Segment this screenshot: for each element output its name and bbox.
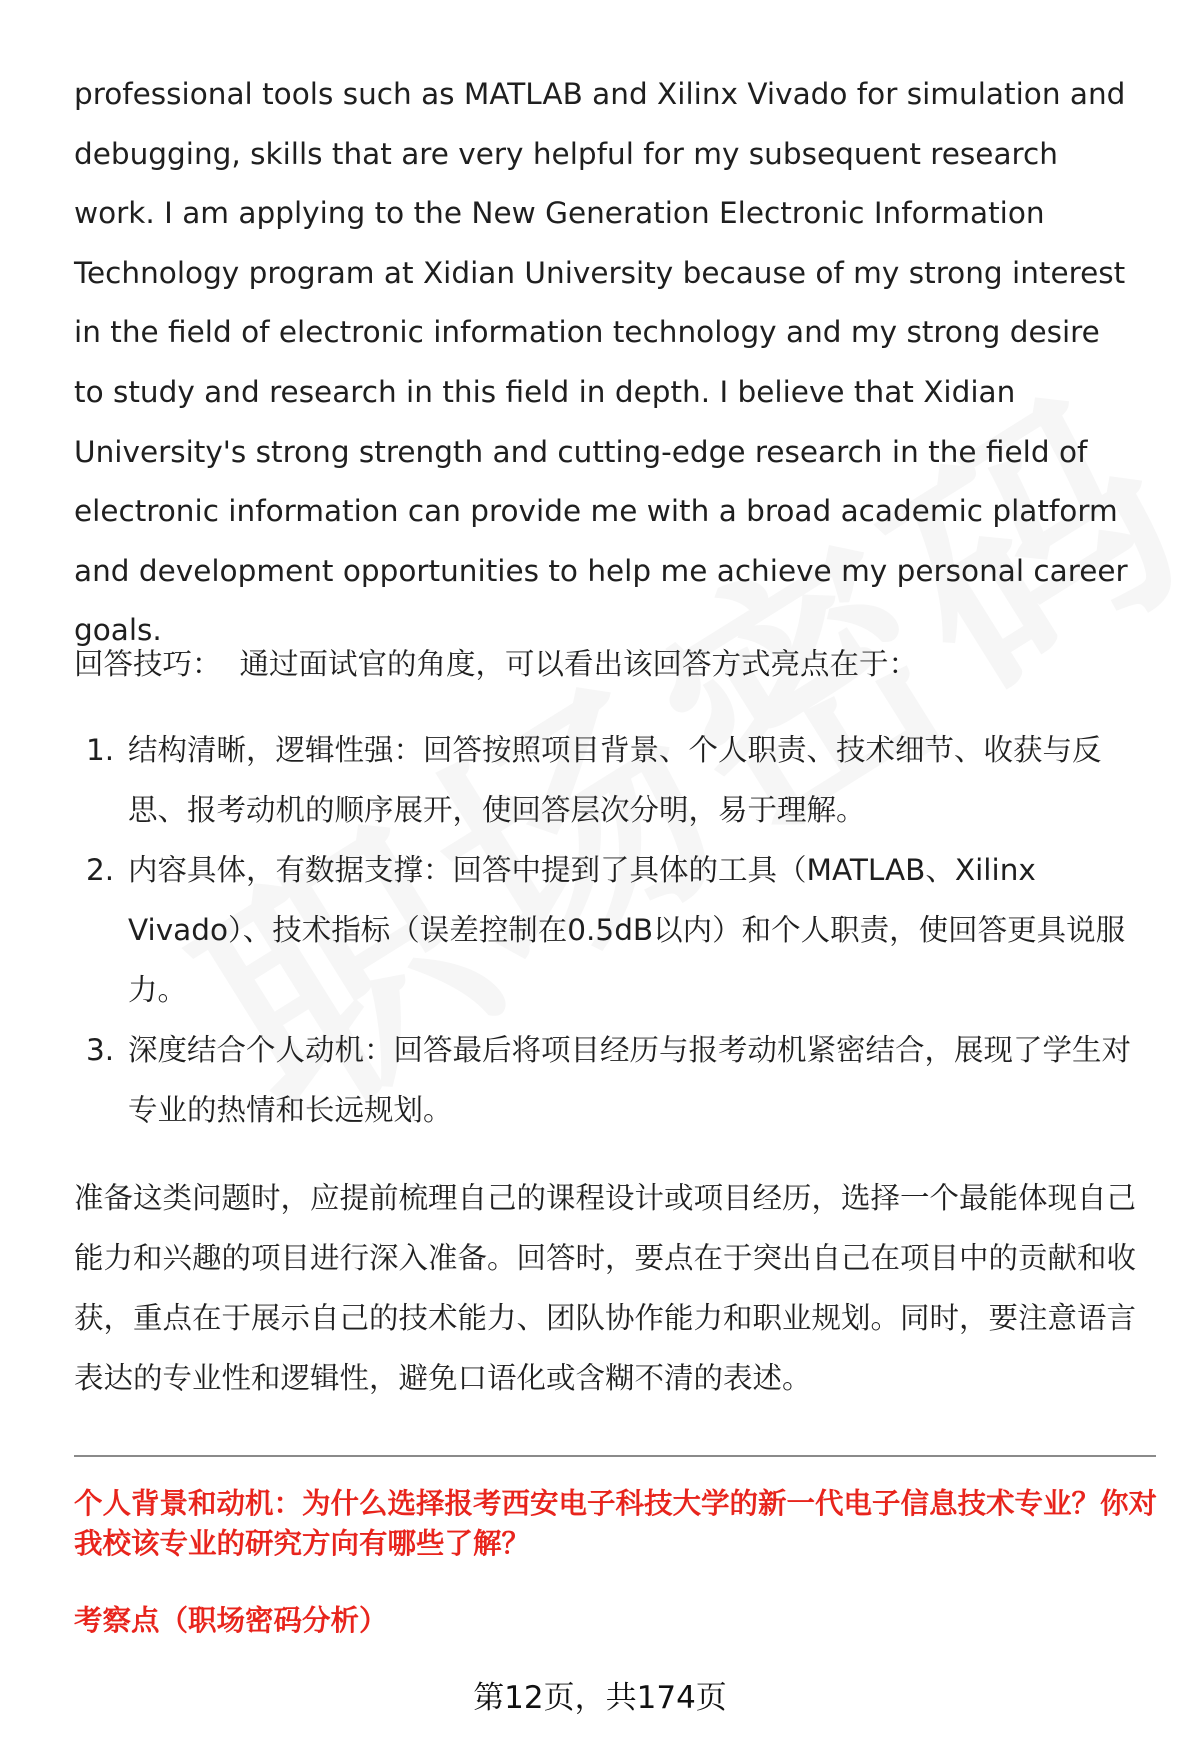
list-item: [74, 1020, 1144, 1140]
page-number-footer: 第12页，共174页: [473, 1680, 727, 1716]
list-item: [74, 720, 1144, 840]
list-item-number: 3.: [86, 1033, 115, 1067]
answer-tip-label: 回答技巧：: [74, 647, 222, 681]
list-item: [74, 840, 1144, 1020]
list-item-number: 2.: [86, 853, 115, 887]
list-item-text: 内容具体，有数据支撑：回答中提到了具体的工具（MATLAB、Xilinx Vivado）、技术指标（误差控制在0.5dB以内）和个人职责，使回答更具说服力。: [128, 853, 1126, 1007]
preparation-paragraph: 准备这类问题时，应提前梳理自己的课程设计或项目经历，选择一个最能体现自己能力和兴趣的项目进行深入准备。回答时，要点在于突出自己在项目中的贡献和收获，重点在于展示自己的技术能力、团队协作能力和职业规划。同时，要注意语言表达的专业性和逻辑性，避免口语化或含糊不清的表述。: [74, 1181, 1137, 1395]
question-heading: 个人背景和动机：为什么选择报考西安电子科技大学的新一代电子信息技术专业？你对我校该专业的研究方向有哪些了解？: [74, 1487, 1158, 1560]
answer-tip: [74, 634, 1134, 694]
english-answer-paragraph: professional tools such as MATLAB and Xilinx Vivado for simulation and debugging, skills that are very helpful for my subsequent research work. I am applying to the New Generation Electronic Information Technology program at Xidian University because of my strong interest in the field of electronic information technology and my strong desire to study and research in this field in depth. I believe that Xidian University's strong strength and cutting-edge research in the field of electronic information can provide me with a broad academic platform and development opportunities to help me achieve my personal career goals.: [74, 77, 1128, 648]
list-item-text: 深度结合个人动机：回答最后将项目经历与报考动机紧密结合，展现了学生对专业的热情和长远规划。: [128, 1033, 1132, 1127]
highlight-list: [74, 720, 1144, 1140]
section-divider: [74, 1455, 1156, 1457]
answer-tip-text: 通过面试官的角度，可以看出该回答方式亮点在于：: [239, 647, 919, 681]
analysis-heading: 考察点（职场密码分析）: [74, 1604, 388, 1637]
list-item-text: 结构清晰，逻辑性强：回答按照项目背景、个人职责、技术细节、收获与反思、报考动机的顺序展开，使回答层次分明，易于理解。: [128, 733, 1102, 827]
list-item-number: 1.: [86, 733, 115, 767]
